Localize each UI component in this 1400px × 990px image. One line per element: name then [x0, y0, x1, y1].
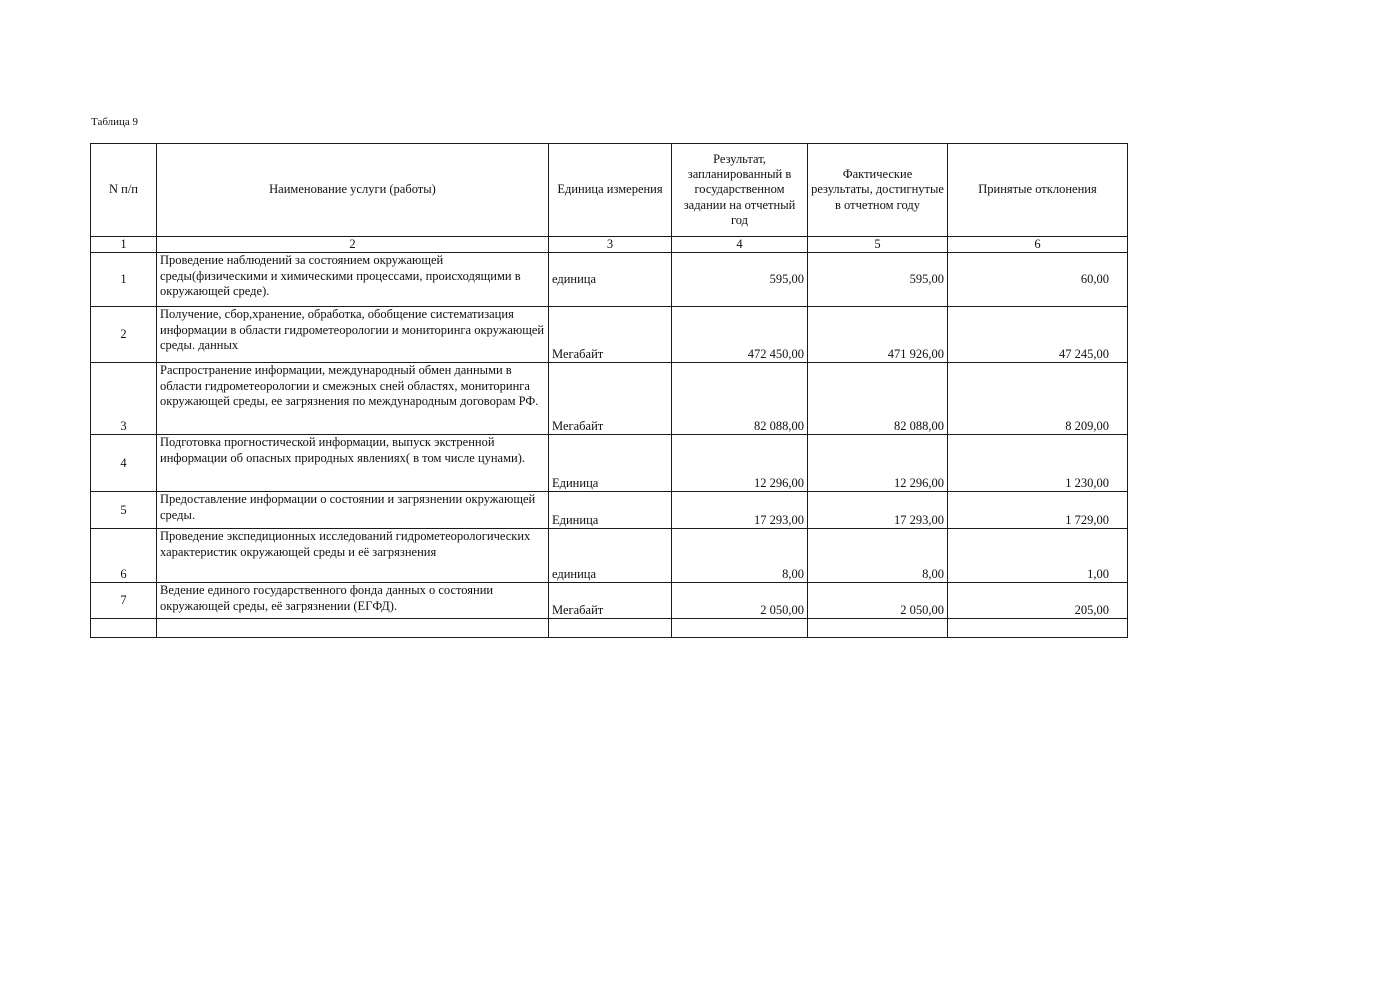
table-row: [91, 529, 1128, 583]
row-actual: 8,00: [808, 529, 948, 583]
row-deviation: 47 245,00: [948, 307, 1128, 363]
row-unit: Мегабайт: [549, 583, 672, 619]
header-deviation: Принятые отклонения: [948, 144, 1128, 237]
header-unit: Единица измерения: [549, 144, 672, 237]
header-row: [91, 144, 1128, 237]
row-planned: 2 050,00: [672, 583, 808, 619]
table-row: [91, 363, 1128, 435]
row-actual: 17 293,00: [808, 492, 948, 529]
table-row: [91, 583, 1128, 619]
table-row: [91, 492, 1128, 529]
row-num: 6: [91, 529, 157, 583]
column-number: 2: [157, 237, 549, 253]
row-num: 7: [91, 583, 157, 619]
column-number: 4: [672, 237, 808, 253]
row-name: Предоставление информации о состоянии и загрязнении окружающей среды.: [157, 492, 549, 529]
row-num: 5: [91, 492, 157, 529]
empty-cell: [948, 619, 1128, 638]
row-name: Распространение информации, международный обмен данными в области гидрометеорологии и смежэных сней областях, мониторинга окружающей среды, ее загрязнения по международным договорам РФ.: [157, 363, 549, 435]
column-number: 6: [948, 237, 1128, 253]
empty-cell: [157, 619, 549, 638]
table-row: [91, 435, 1128, 492]
row-num: 4: [91, 435, 157, 492]
header-planned: Результат, запланированный в государственном задании на отчетный год: [672, 144, 808, 237]
row-planned: 595,00: [672, 253, 808, 307]
column-numbers-row: [91, 237, 1128, 253]
empty-cell: [91, 619, 157, 638]
header-num: N п/п: [91, 144, 157, 237]
row-planned: 472 450,00: [672, 307, 808, 363]
row-num: 3: [91, 363, 157, 435]
table-row: [91, 307, 1128, 363]
empty-cell: [672, 619, 808, 638]
row-unit: Мегабайт: [549, 307, 672, 363]
row-unit: единица: [549, 253, 672, 307]
row-name: Подготовка прогностической информации, выпуск экстренной информации об опасных природных явлениях( в том числе цунами).: [157, 435, 549, 492]
empty-cell: [549, 619, 672, 638]
row-actual: 595,00: [808, 253, 948, 307]
row-unit: Мегабайт: [549, 363, 672, 435]
services-table: [90, 143, 1128, 638]
row-planned: 82 088,00: [672, 363, 808, 435]
row-deviation: 1,00: [948, 529, 1128, 583]
row-unit: Единица: [549, 492, 672, 529]
header-name: Наименование услуги (работы): [157, 144, 549, 237]
row-unit: Единица: [549, 435, 672, 492]
row-unit: единица: [549, 529, 672, 583]
row-name: Проведение экспедиционных исследований гидрометеорологических характеристик окружающей среды и её загрязнения: [157, 529, 549, 583]
row-planned: 17 293,00: [672, 492, 808, 529]
row-num: 1: [91, 253, 157, 307]
row-actual: 2 050,00: [808, 583, 948, 619]
row-num: 2: [91, 307, 157, 363]
column-number: 1: [91, 237, 157, 253]
row-actual: 471 926,00: [808, 307, 948, 363]
row-actual: 82 088,00: [808, 363, 948, 435]
row-deviation: 8 209,00: [948, 363, 1128, 435]
row-planned: 8,00: [672, 529, 808, 583]
row-deviation: 1 230,00: [948, 435, 1128, 492]
header-actual: Фактические результаты, достигнутые в отчетном году: [808, 144, 948, 237]
row-planned: 12 296,00: [672, 435, 808, 492]
row-actual: 12 296,00: [808, 435, 948, 492]
row-name: Ведение единого государственного фонда данных о состоянии окружающей среды, её загрязнении (ЕГФД).: [157, 583, 549, 619]
empty-cell: [808, 619, 948, 638]
row-deviation: 60,00: [948, 253, 1128, 307]
column-number: 3: [549, 237, 672, 253]
row-deviation: 205,00: [948, 583, 1128, 619]
row-name: Получение, сбор,хранение, обработка, обобщение систематизация информации в области гидрометеорологии и мониторинга окружающей среды. данных: [157, 307, 549, 363]
row-name: Проведение наблюдений за состоянием окружающей среды(физическими и химическими процессами, происходящими в окружающей среде).: [157, 253, 549, 307]
empty-row: [91, 619, 1128, 638]
table-row: [91, 253, 1128, 307]
column-number: 5: [808, 237, 948, 253]
table-caption: Таблица 9: [91, 116, 139, 128]
row-deviation: 1 729,00: [948, 492, 1128, 529]
